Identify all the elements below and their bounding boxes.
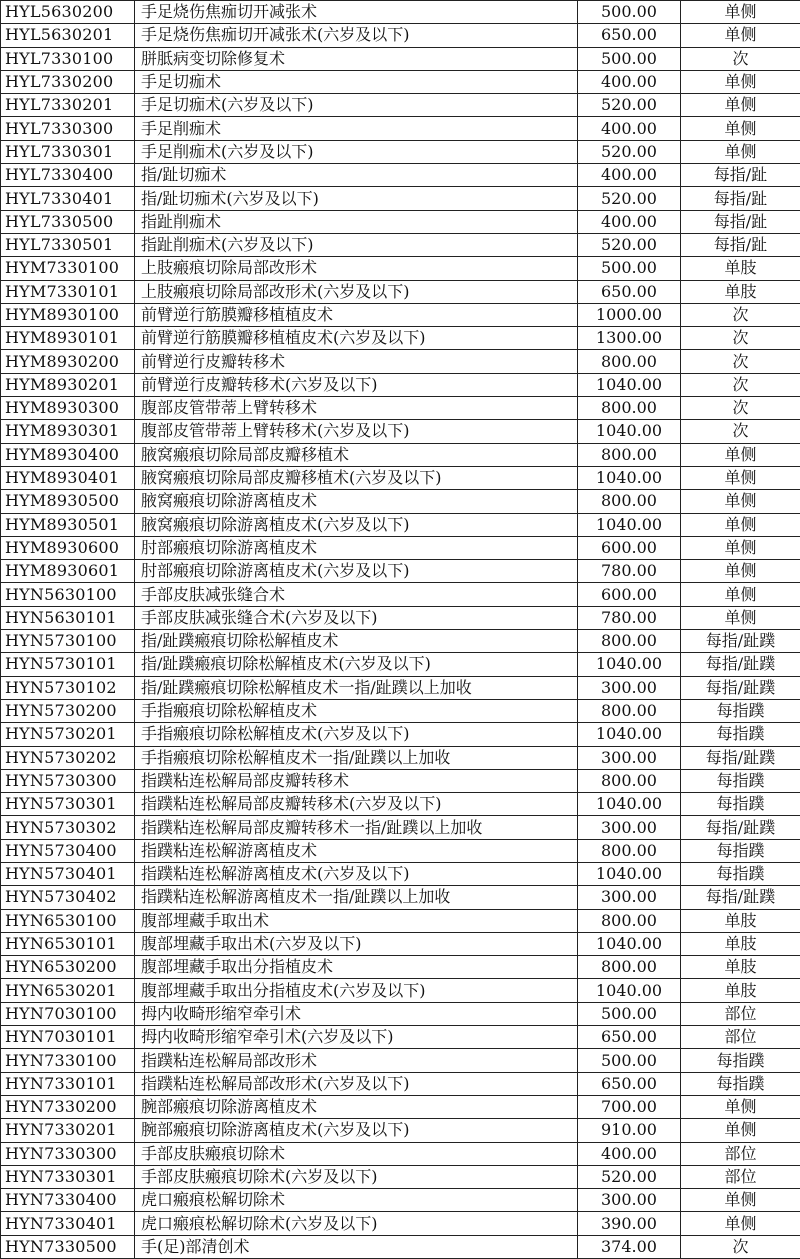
table-row (1, 210, 800, 233)
unit-cell: 单侧 (681, 560, 800, 583)
table-row (1, 606, 800, 629)
table-row (1, 653, 800, 676)
price-cell: 500.00 (578, 1, 681, 24)
price-cell: 800.00 (578, 397, 681, 420)
unit-cell: 每指/趾蹼 (681, 653, 800, 676)
unit-cell: 部位 (681, 1026, 800, 1049)
item-name-cell: 指蹼粘连松解局部皮瓣转移术一指/趾蹼以上加收 (135, 816, 578, 839)
item-code-cell: HYN5730301 (1, 793, 135, 816)
item-name-cell: 指蹼粘连松解局部皮瓣转移术(六岁及以下) (135, 793, 578, 816)
item-name-cell: 指蹼粘连松解局部皮瓣转移术 (135, 769, 578, 792)
table-row (1, 490, 800, 513)
price-cell: 800.00 (578, 956, 681, 979)
item-name-cell: 腋窝瘢痕切除局部皮瓣移植术(六岁及以下) (135, 466, 578, 489)
price-cell: 650.00 (578, 1072, 681, 1095)
price-cell: 800.00 (578, 350, 681, 373)
unit-cell: 单侧 (681, 117, 800, 140)
item-name-cell: 腹部埋藏手取出术(六岁及以下) (135, 932, 578, 955)
price-cell: 1040.00 (578, 793, 681, 816)
unit-cell: 每指/趾蹼 (681, 630, 800, 653)
item-code-cell: HYM8930200 (1, 350, 135, 373)
item-code-cell: HYM8930300 (1, 397, 135, 420)
unit-cell: 单侧 (681, 1189, 800, 1212)
price-cell: 600.00 (578, 583, 681, 606)
price-cell: 374.00 (578, 1235, 681, 1258)
item-name-cell: 指蹼粘连松解局部改形术 (135, 1049, 578, 1072)
item-name-cell: 手部皮肤瘢痕切除术(六岁及以下) (135, 1165, 578, 1188)
item-name-cell: 手部皮肤瘢痕切除术 (135, 1142, 578, 1165)
item-name-cell: 前臂逆行筋膜瓣移植植皮术(六岁及以下) (135, 327, 578, 350)
unit-cell: 单侧 (681, 606, 800, 629)
price-cell: 500.00 (578, 257, 681, 280)
price-cell: 500.00 (578, 1049, 681, 1072)
item-name-cell: 虎口瘢痕松解切除术(六岁及以下) (135, 1212, 578, 1235)
unit-cell: 每指/趾 (681, 187, 800, 210)
price-cell: 800.00 (578, 839, 681, 862)
item-code-cell: HYM8930101 (1, 327, 135, 350)
table-row (1, 24, 800, 47)
item-name-cell: 前臂逆行皮瓣转移术 (135, 350, 578, 373)
price-cell: 650.00 (578, 1026, 681, 1049)
table-row (1, 839, 800, 862)
table-row (1, 164, 800, 187)
item-name-cell: 虎口瘢痕松解切除术 (135, 1189, 578, 1212)
unit-cell: 单肢 (681, 979, 800, 1002)
item-code-cell: HYM8930600 (1, 536, 135, 559)
item-code-cell: HYN5730100 (1, 630, 135, 653)
unit-cell: 次 (681, 47, 800, 70)
item-code-cell: HYN5730101 (1, 653, 135, 676)
unit-cell: 单侧 (681, 70, 800, 93)
item-name-cell: 手部皮肤减张缝合术(六岁及以下) (135, 606, 578, 629)
item-code-cell: HYN5730302 (1, 816, 135, 839)
item-code-cell: HYN7330301 (1, 1165, 135, 1188)
item-code-cell: HYM8930601 (1, 560, 135, 583)
item-code-cell: HYN5630100 (1, 583, 135, 606)
unit-cell: 部位 (681, 1165, 800, 1188)
item-name-cell: 指/趾切痂术 (135, 164, 578, 187)
unit-cell: 单肢 (681, 956, 800, 979)
fee-table-body (1, 1, 800, 1259)
item-code-cell: HYL7330100 (1, 47, 135, 70)
table-row (1, 327, 800, 350)
unit-cell: 每指蹼 (681, 723, 800, 746)
item-name-cell: 指/趾切痂术(六岁及以下) (135, 187, 578, 210)
item-code-cell: HYN7030100 (1, 1002, 135, 1025)
item-name-cell: 拇内收畸形缩窄牵引术(六岁及以下) (135, 1026, 578, 1049)
table-row (1, 932, 800, 955)
table-row (1, 862, 800, 885)
item-code-cell: HYM8930501 (1, 513, 135, 536)
table-row (1, 303, 800, 326)
price-cell: 400.00 (578, 164, 681, 187)
item-code-cell: HYN5730201 (1, 723, 135, 746)
table-row (1, 70, 800, 93)
item-code-cell: HYL7330300 (1, 117, 135, 140)
item-code-cell: HYL5630201 (1, 24, 135, 47)
unit-cell: 每指/趾 (681, 233, 800, 256)
price-cell: 780.00 (578, 606, 681, 629)
price-cell: 1040.00 (578, 862, 681, 885)
item-code-cell: HYM8930201 (1, 373, 135, 396)
price-cell: 800.00 (578, 769, 681, 792)
item-code-cell: HYN7330201 (1, 1119, 135, 1142)
unit-cell: 每指蹼 (681, 862, 800, 885)
unit-cell: 单侧 (681, 466, 800, 489)
item-code-cell: HYL7330500 (1, 210, 135, 233)
item-code-cell: HYM7330100 (1, 257, 135, 280)
table-row (1, 94, 800, 117)
item-name-cell: 腹部皮管带蒂上臂转移术(六岁及以下) (135, 420, 578, 443)
price-cell: 800.00 (578, 699, 681, 722)
table-row (1, 1095, 800, 1118)
table-row (1, 257, 800, 280)
table-row (1, 583, 800, 606)
table-row (1, 350, 800, 373)
table-row (1, 979, 800, 1002)
table-row (1, 187, 800, 210)
table-row (1, 280, 800, 303)
price-cell: 390.00 (578, 1212, 681, 1235)
price-cell: 300.00 (578, 886, 681, 909)
item-name-cell: 手足削痂术(六岁及以下) (135, 140, 578, 163)
item-name-cell: 指趾削痂术(六岁及以下) (135, 233, 578, 256)
price-cell: 1040.00 (578, 466, 681, 489)
price-cell: 1300.00 (578, 327, 681, 350)
unit-cell: 单肢 (681, 257, 800, 280)
item-name-cell: 指/趾蹼瘢痕切除松解植皮术 (135, 630, 578, 653)
price-cell: 520.00 (578, 1165, 681, 1188)
table-row (1, 630, 800, 653)
item-name-cell: 指蹼粘连松解游离植皮术 (135, 839, 578, 862)
unit-cell: 每指/趾蹼 (681, 886, 800, 909)
unit-cell: 单侧 (681, 140, 800, 163)
item-code-cell: HYN7330100 (1, 1049, 135, 1072)
unit-cell: 单侧 (681, 513, 800, 536)
table-row (1, 513, 800, 536)
table-row (1, 1, 800, 24)
unit-cell: 每指蹼 (681, 1072, 800, 1095)
item-code-cell: HYN7030101 (1, 1026, 135, 1049)
price-cell: 400.00 (578, 117, 681, 140)
item-name-cell: 手指瘢痕切除松解植皮术一指/趾蹼以上加收 (135, 746, 578, 769)
item-code-cell: HYN5730400 (1, 839, 135, 862)
table-row (1, 816, 800, 839)
table-row (1, 1049, 800, 1072)
item-name-cell: 上肢瘢痕切除局部改形术 (135, 257, 578, 280)
item-code-cell: HYN7330101 (1, 1072, 135, 1095)
price-cell: 1040.00 (578, 373, 681, 396)
unit-cell: 单侧 (681, 1095, 800, 1118)
item-name-cell: 手指瘢痕切除松解植皮术(六岁及以下) (135, 723, 578, 746)
item-code-cell: HYM7330101 (1, 280, 135, 303)
price-cell: 1000.00 (578, 303, 681, 326)
item-code-cell: HYN5730202 (1, 746, 135, 769)
price-cell: 780.00 (578, 560, 681, 583)
table-row (1, 793, 800, 816)
price-cell: 400.00 (578, 70, 681, 93)
price-cell: 1040.00 (578, 723, 681, 746)
item-name-cell: 腕部瘢痕切除游离植皮术 (135, 1095, 578, 1118)
item-code-cell: HYL5630200 (1, 1, 135, 24)
item-code-cell: HYN5730300 (1, 769, 135, 792)
price-cell: 1040.00 (578, 932, 681, 955)
table-row (1, 420, 800, 443)
table-row (1, 886, 800, 909)
unit-cell: 单侧 (681, 1212, 800, 1235)
item-code-cell: HYN6530200 (1, 956, 135, 979)
unit-cell: 单侧 (681, 1, 800, 24)
table-row (1, 1189, 800, 1212)
price-cell: 700.00 (578, 1095, 681, 1118)
item-code-cell: HYN5730102 (1, 676, 135, 699)
item-code-cell: HYN5630101 (1, 606, 135, 629)
unit-cell: 每指/趾蹼 (681, 816, 800, 839)
item-code-cell: HYN7330400 (1, 1189, 135, 1212)
table-row (1, 1026, 800, 1049)
unit-cell: 次 (681, 1235, 800, 1258)
item-code-cell: HYN5730200 (1, 699, 135, 722)
unit-cell: 单侧 (681, 490, 800, 513)
price-cell: 300.00 (578, 746, 681, 769)
item-name-cell: 指蹼粘连松解游离植皮术(六岁及以下) (135, 862, 578, 885)
price-cell: 520.00 (578, 233, 681, 256)
unit-cell: 次 (681, 327, 800, 350)
price-cell: 600.00 (578, 536, 681, 559)
price-cell: 300.00 (578, 676, 681, 699)
table-row (1, 956, 800, 979)
item-name-cell: 前臂逆行皮瓣转移术(六岁及以下) (135, 373, 578, 396)
unit-cell: 单侧 (681, 24, 800, 47)
table-row (1, 1119, 800, 1142)
unit-cell: 每指蹼 (681, 769, 800, 792)
unit-cell: 每指/趾蹼 (681, 746, 800, 769)
item-code-cell: HYM8930100 (1, 303, 135, 326)
item-name-cell: 手(足)部清创术 (135, 1235, 578, 1258)
unit-cell: 每指蹼 (681, 839, 800, 862)
item-code-cell: HYN6530100 (1, 909, 135, 932)
item-code-cell: HYN5730401 (1, 862, 135, 885)
price-cell: 520.00 (578, 187, 681, 210)
item-code-cell: HYN5730402 (1, 886, 135, 909)
table-row (1, 699, 800, 722)
table-row (1, 746, 800, 769)
price-cell: 800.00 (578, 909, 681, 932)
price-cell: 520.00 (578, 94, 681, 117)
item-name-cell: 肘部瘢痕切除游离植皮术 (135, 536, 578, 559)
item-code-cell: HYL7330301 (1, 140, 135, 163)
unit-cell: 次 (681, 303, 800, 326)
table-row (1, 1212, 800, 1235)
table-row (1, 1002, 800, 1025)
item-name-cell: 肘部瘢痕切除游离植皮术(六岁及以下) (135, 560, 578, 583)
table-row (1, 466, 800, 489)
table-row (1, 536, 800, 559)
price-cell: 1040.00 (578, 653, 681, 676)
price-cell: 300.00 (578, 816, 681, 839)
price-cell: 1040.00 (578, 979, 681, 1002)
item-name-cell: 腹部埋藏手取出分指植皮术 (135, 956, 578, 979)
item-code-cell: HYL7330201 (1, 94, 135, 117)
unit-cell: 次 (681, 350, 800, 373)
unit-cell: 单侧 (681, 1119, 800, 1142)
unit-cell: 单侧 (681, 536, 800, 559)
item-name-cell: 指趾削痂术 (135, 210, 578, 233)
price-cell: 400.00 (578, 210, 681, 233)
table-row (1, 443, 800, 466)
item-name-cell: 拇内收畸形缩窄牵引术 (135, 1002, 578, 1025)
item-code-cell: HYM8930301 (1, 420, 135, 443)
item-code-cell: HYN7330500 (1, 1235, 135, 1258)
price-cell: 800.00 (578, 490, 681, 513)
item-code-cell: HYL7330401 (1, 187, 135, 210)
table-row (1, 1142, 800, 1165)
price-cell: 650.00 (578, 280, 681, 303)
unit-cell: 每指/趾蹼 (681, 676, 800, 699)
table-row (1, 47, 800, 70)
table-row (1, 117, 800, 140)
item-name-cell: 手指瘢痕切除松解植皮术 (135, 699, 578, 722)
price-cell: 650.00 (578, 24, 681, 47)
price-cell: 800.00 (578, 630, 681, 653)
price-cell: 1040.00 (578, 420, 681, 443)
item-code-cell: HYN7330401 (1, 1212, 135, 1235)
item-name-cell: 腹部埋藏手取出术 (135, 909, 578, 932)
table-row (1, 676, 800, 699)
item-name-cell: 上肢瘢痕切除局部改形术(六岁及以下) (135, 280, 578, 303)
item-name-cell: 指/趾蹼瘢痕切除松解植皮术(六岁及以下) (135, 653, 578, 676)
price-cell: 400.00 (578, 1142, 681, 1165)
table-row (1, 723, 800, 746)
unit-cell: 每指蹼 (681, 699, 800, 722)
item-code-cell: HYN6530101 (1, 932, 135, 955)
item-name-cell: 腹部皮管带蒂上臂转移术 (135, 397, 578, 420)
table-row (1, 769, 800, 792)
unit-cell: 单肢 (681, 932, 800, 955)
item-code-cell: HYN7330200 (1, 1095, 135, 1118)
price-cell: 800.00 (578, 443, 681, 466)
table-row (1, 1165, 800, 1188)
unit-cell: 单侧 (681, 583, 800, 606)
item-name-cell: 前臂逆行筋膜瓣移植植皮术 (135, 303, 578, 326)
item-code-cell: HYL7330501 (1, 233, 135, 256)
unit-cell: 每指蹼 (681, 793, 800, 816)
item-name-cell: 手部皮肤减张缝合术 (135, 583, 578, 606)
item-code-cell: HYN6530201 (1, 979, 135, 1002)
item-code-cell: HYM8930500 (1, 490, 135, 513)
unit-cell: 次 (681, 397, 800, 420)
price-cell: 500.00 (578, 1002, 681, 1025)
item-name-cell: 胼胝病变切除修复术 (135, 47, 578, 70)
table-row (1, 909, 800, 932)
table-row (1, 1072, 800, 1095)
item-code-cell: HYM8930400 (1, 443, 135, 466)
price-cell: 910.00 (578, 1119, 681, 1142)
table-row (1, 373, 800, 396)
unit-cell: 单肢 (681, 909, 800, 932)
item-name-cell: 手足烧伤焦痂切开减张术 (135, 1, 578, 24)
unit-cell: 单肢 (681, 280, 800, 303)
item-code-cell: HYM8930401 (1, 466, 135, 489)
item-name-cell: 手足削痂术 (135, 117, 578, 140)
unit-cell: 次 (681, 373, 800, 396)
item-name-cell: 手足切痂术 (135, 70, 578, 93)
item-code-cell: HYL7330400 (1, 164, 135, 187)
item-name-cell: 腋窝瘢痕切除游离植皮术(六岁及以下) (135, 513, 578, 536)
unit-cell: 单侧 (681, 94, 800, 117)
table-row (1, 1235, 800, 1258)
item-name-cell: 指/趾蹼瘢痕切除松解植皮术一指/趾蹼以上加收 (135, 676, 578, 699)
unit-cell: 部位 (681, 1002, 800, 1025)
unit-cell: 部位 (681, 1142, 800, 1165)
unit-cell: 次 (681, 420, 800, 443)
unit-cell: 每指/趾 (681, 210, 800, 233)
item-name-cell: 腹部埋藏手取出分指植皮术(六岁及以下) (135, 979, 578, 1002)
price-cell: 1040.00 (578, 513, 681, 536)
unit-cell: 每指蹼 (681, 1049, 800, 1072)
item-code-cell: HYN7330300 (1, 1142, 135, 1165)
table-row (1, 233, 800, 256)
item-name-cell: 手足切痂术(六岁及以下) (135, 94, 578, 117)
item-code-cell: HYL7330200 (1, 70, 135, 93)
item-name-cell: 腋窝瘢痕切除局部皮瓣移植术 (135, 443, 578, 466)
item-name-cell: 指蹼粘连松解游离植皮术一指/趾蹼以上加收 (135, 886, 578, 909)
table-row (1, 140, 800, 163)
item-name-cell: 腋窝瘢痕切除游离植皮术 (135, 490, 578, 513)
item-name-cell: 指蹼粘连松解局部改形术(六岁及以下) (135, 1072, 578, 1095)
price-cell: 300.00 (578, 1189, 681, 1212)
unit-cell: 单侧 (681, 443, 800, 466)
price-cell: 520.00 (578, 140, 681, 163)
item-name-cell: 腕部瘢痕切除游离植皮术(六岁及以下) (135, 1119, 578, 1142)
item-name-cell: 手足烧伤焦痂切开减张术(六岁及以下) (135, 24, 578, 47)
table-row (1, 397, 800, 420)
unit-cell: 每指/趾 (681, 164, 800, 187)
price-cell: 500.00 (578, 47, 681, 70)
table-row (1, 560, 800, 583)
